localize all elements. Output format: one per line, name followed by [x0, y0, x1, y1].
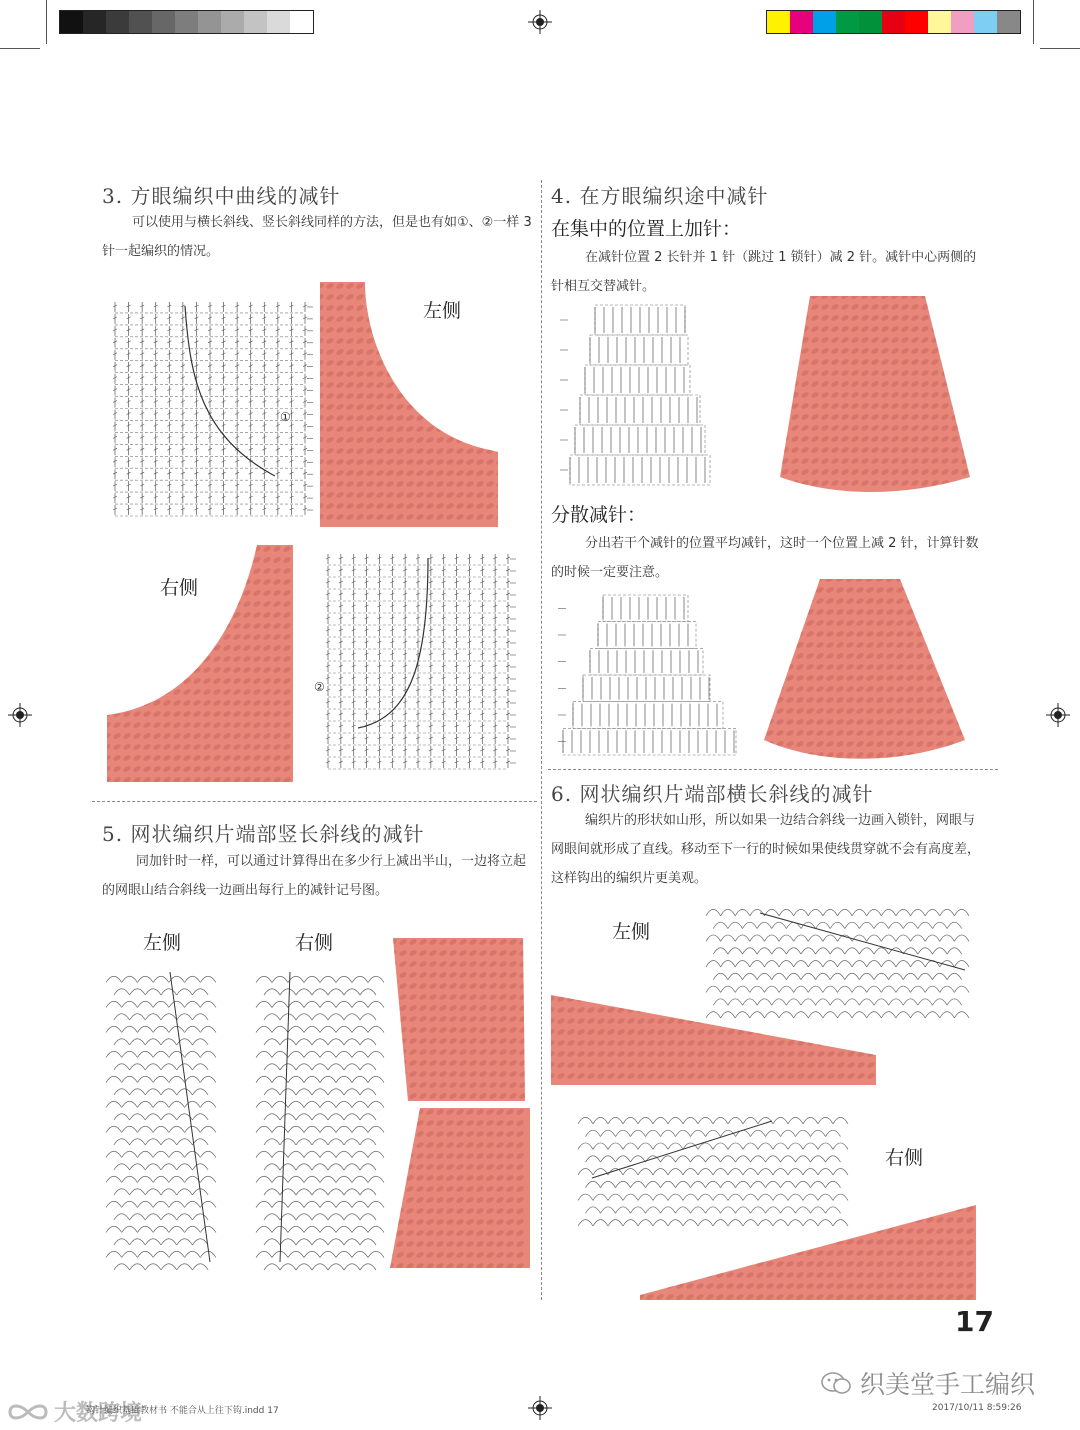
footer-date: 2017/10/11 8:59:26	[932, 1403, 1022, 1413]
color-swatch	[974, 11, 997, 33]
section6-label-left: 左侧	[612, 921, 651, 943]
section4-photo-dispersed	[760, 575, 970, 760]
color-swatch	[882, 11, 905, 33]
section4-chart-dispersed	[558, 590, 740, 760]
registration-mark-top	[528, 10, 552, 34]
section5-body: 同加针时一样，可以通过计算得出在多少行上减出半山，一边将立起的网眼山结合斜线一边画出每行上的减针记号图。	[102, 854, 527, 898]
crop-line	[0, 48, 40, 49]
section3-title: 3. 方眼编织中曲线的减针	[102, 184, 341, 208]
color-swatch	[997, 11, 1020, 33]
color-swatch	[928, 11, 951, 33]
section3-photo-right	[107, 545, 293, 782]
color-swatch	[767, 11, 790, 33]
section4-body-dispersed: 分出若干个减针的位置平均减针，这时一个位置上减 2 针，计算针数的时候一定要注意。	[551, 536, 979, 580]
section6-photo-right	[640, 1205, 976, 1300]
section5-photo-top	[393, 938, 528, 1101]
section6-label-right: 右侧	[885, 1147, 924, 1169]
wechat-icon	[820, 1370, 852, 1396]
section3-chart-right	[318, 548, 518, 774]
watermark	[820, 1365, 1035, 1401]
section3-body: 可以使用与横长斜线、竖长斜线同样的方法，但是也有如①、②一样 3 针一起编织的情况。	[102, 215, 532, 259]
section6-title: 6. 网状编织片端部横长斜线的减针	[551, 782, 874, 806]
footer-file-name: 钩针编织基础教材书 不能合从上往下钩.indd 17	[86, 1406, 279, 1416]
section3-label-left: 左侧	[423, 300, 462, 322]
section-divider-left	[92, 801, 537, 802]
logo-icon	[6, 1399, 50, 1425]
section3-chart-left	[105, 296, 315, 521]
color-swatch	[290, 11, 313, 33]
section6-body: 编织片的形状如山形，所以如果一边结合斜线一边画入锁针，网眼与网眼间就形成了直线。移动至下一行的时候如果使线贯穿就不会有高度差，这样钩出的编织片更美观。	[551, 813, 981, 886]
color-swatch	[951, 11, 974, 33]
footer-logo-text: 大数跨境	[54, 1401, 143, 1426]
color-swatch	[267, 11, 290, 33]
color-swatch	[106, 11, 129, 33]
section4-subtitle-concentrated: 在集中的位置上加针：	[551, 218, 742, 240]
section5-chart-right	[250, 962, 390, 1272]
registration-mark-left	[8, 703, 32, 727]
section4-title: 4. 在方眼编织途中减针	[551, 184, 769, 208]
section3-photo-left	[320, 282, 508, 527]
grayscale-bar	[59, 10, 314, 34]
color-swatch	[129, 11, 152, 33]
page-number: 17	[955, 1305, 994, 1338]
section4-body-concentrated: 在减针位置 2 长针并 1 针（跳过 1 锁针）减 2 针。减针中心两侧的针相互交替减针。	[551, 250, 977, 294]
color-swatch	[905, 11, 928, 33]
section3-label-right: 右侧	[160, 577, 199, 599]
section4-photo-concentrated	[775, 292, 975, 492]
section4-subtitle-dispersed: 分散减针：	[551, 504, 647, 526]
registration-mark-bottom	[528, 1396, 552, 1420]
color-swatch	[152, 11, 175, 33]
color-swatch	[859, 11, 882, 33]
color-bar	[766, 10, 1021, 34]
section3-mark-2: ②	[314, 680, 325, 694]
color-swatch	[244, 11, 267, 33]
color-swatch	[813, 11, 836, 33]
color-swatch	[836, 11, 859, 33]
section5-chart-left	[100, 962, 222, 1272]
section5-title: 5. 网状编织片端部竖长斜线的减针	[102, 822, 425, 846]
color-swatch	[175, 11, 198, 33]
section-divider-right	[548, 769, 998, 770]
section5-label-left: 左侧	[143, 932, 182, 954]
crop-line	[46, 0, 47, 44]
color-swatch	[790, 11, 813, 33]
section5-label-right: 右侧	[295, 932, 334, 954]
crop-line	[1040, 48, 1080, 49]
color-swatch	[221, 11, 244, 33]
color-swatch	[83, 11, 106, 33]
color-swatch	[60, 11, 83, 33]
watermark-text: 织美堂手工编织	[860, 1370, 1036, 1399]
column-divider	[541, 180, 542, 1300]
crop-line	[1033, 0, 1034, 44]
section6-photo-left	[551, 995, 881, 1085]
registration-mark-right	[1046, 703, 1070, 727]
color-swatch	[198, 11, 221, 33]
section5-photo-bottom	[390, 1108, 530, 1268]
section4-chart-concentrated	[560, 300, 720, 490]
section3-mark-1: ①	[280, 410, 291, 424]
